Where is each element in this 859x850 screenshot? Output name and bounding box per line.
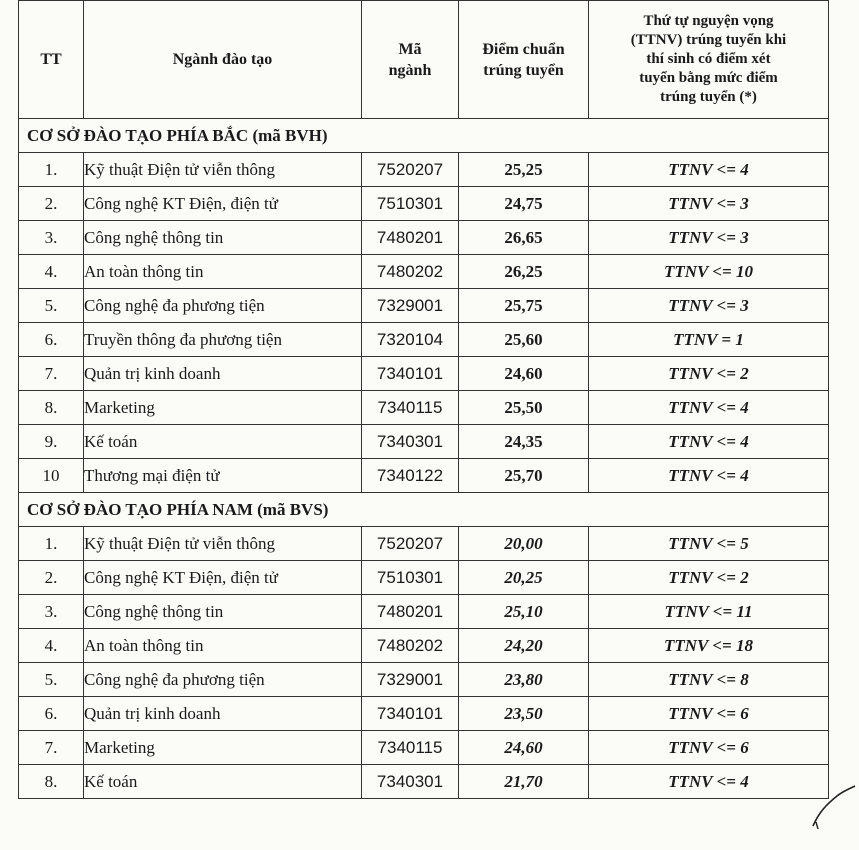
row-code: 7340101 [362,357,459,391]
row-code: 7480201 [362,595,459,629]
row-score: 21,70 [459,765,589,799]
row-code: 7520207 [362,153,459,187]
row-score: 24,35 [459,425,589,459]
row-tt: 6. [19,697,84,731]
row-ttnv: TTNV <= 3 [589,187,829,221]
row-ttnv: TTNV <= 11 [589,595,829,629]
table-row [19,153,829,187]
row-major: Kỹ thuật Điện tử viễn thông [84,527,362,561]
section-south-title: CƠ SỞ ĐÀO TẠO PHÍA NAM (mã BVS) [19,493,829,527]
row-major: Công nghệ KT Điện, điện tử [84,187,362,221]
row-major: Công nghệ thông tin [84,595,362,629]
row-tt: 3. [19,595,84,629]
table-row [19,663,829,697]
row-ttnv: TTNV <= 6 [589,697,829,731]
table-row [19,459,829,493]
row-tt: 8. [19,391,84,425]
row-tt: 5. [19,663,84,697]
row-major: Công nghệ KT Điện, điện tử [84,561,362,595]
header-score: Điểm chuẩn trúng tuyển [459,1,589,119]
row-ttnv: TTNV <= 2 [589,561,829,595]
row-code: 7340115 [362,391,459,425]
row-tt: 6. [19,323,84,357]
row-score: 25,75 [459,289,589,323]
section-north-title: CƠ SỞ ĐÀO TẠO PHÍA BẮC (mã BVH) [19,119,829,153]
row-score: 20,25 [459,561,589,595]
row-tt: 10 [19,459,84,493]
row-code: 7480202 [362,629,459,663]
row-major: Marketing [84,391,362,425]
table-row [19,187,829,221]
row-score: 25,70 [459,459,589,493]
row-code: 7520207 [362,527,459,561]
row-major: Marketing [84,731,362,765]
row-major: Thương mại điện tử [84,459,362,493]
row-major: Kỹ thuật Điện tử viễn thông [84,153,362,187]
row-major: An toàn thông tin [84,629,362,663]
row-score: 23,80 [459,663,589,697]
row-ttnv: TTNV <= 4 [589,153,829,187]
table-row [19,391,829,425]
row-tt: 7. [19,357,84,391]
row-ttnv: TTNV <= 10 [589,255,829,289]
table-row [19,595,829,629]
table-row [19,629,829,663]
row-major: Công nghệ thông tin [84,221,362,255]
row-score: 25,10 [459,595,589,629]
section-south [19,493,829,527]
row-tt: 1. [19,153,84,187]
row-major: Công nghệ đa phương tiện [84,663,362,697]
row-ttnv: TTNV <= 3 [589,221,829,255]
row-tt: 3. [19,221,84,255]
row-ttnv: TTNV <= 4 [589,765,829,799]
row-code: 7329001 [362,663,459,697]
row-code: 7340301 [362,765,459,799]
row-ttnv: TTNV <= 6 [589,731,829,765]
row-code: 7340115 [362,731,459,765]
row-score: 25,25 [459,153,589,187]
header-major: Ngành đào tạo [84,1,362,119]
row-code: 7480201 [362,221,459,255]
row-score: 24,75 [459,187,589,221]
table-row [19,221,829,255]
row-code: 7480202 [362,255,459,289]
table-row [19,357,829,391]
row-score: 25,60 [459,323,589,357]
row-ttnv: TTNV <= 2 [589,357,829,391]
row-tt: 4. [19,255,84,289]
row-code: 7320104 [362,323,459,357]
row-tt: 2. [19,561,84,595]
table-row [19,527,829,561]
row-major: Truyền thông đa phương tiện [84,323,362,357]
row-ttnv: TTNV <= 4 [589,391,829,425]
row-score: 20,00 [459,527,589,561]
header-tt: TT [19,1,84,119]
row-major: Kế toán [84,425,362,459]
row-code: 7340101 [362,697,459,731]
row-tt: 7. [19,731,84,765]
section-north [19,119,829,153]
row-major: An toàn thông tin [84,255,362,289]
row-code: 7340301 [362,425,459,459]
row-tt: 4. [19,629,84,663]
table-row [19,561,829,595]
table-row [19,731,829,765]
row-tt: 2. [19,187,84,221]
signature-mark [807,782,857,832]
row-tt: 8. [19,765,84,799]
table-row [19,765,829,799]
table-row [19,255,829,289]
row-tt: 1. [19,527,84,561]
row-tt: 5. [19,289,84,323]
header-code: Mã ngành [362,1,459,119]
row-tt: 9. [19,425,84,459]
row-code: 7510301 [362,187,459,221]
row-ttnv: TTNV = 1 [589,323,829,357]
row-score: 24,60 [459,731,589,765]
row-score: 24,20 [459,629,589,663]
row-score: 25,50 [459,391,589,425]
row-ttnv: TTNV <= 18 [589,629,829,663]
row-major: Quản trị kinh doanh [84,697,362,731]
row-score: 23,50 [459,697,589,731]
table-row [19,323,829,357]
table-row [19,697,829,731]
row-ttnv: TTNV <= 4 [589,459,829,493]
table-row [19,289,829,323]
row-code: 7510301 [362,561,459,595]
admission-scores-table [18,0,829,799]
row-major: Quản trị kinh doanh [84,357,362,391]
header-ttnv: Thứ tự nguyện vọng (TTNV) trúng tuyển khi thí sinh có điểm xét tuyển bằng mức điểm trúng tuyển (*) [589,1,829,119]
row-ttnv: TTNV <= 8 [589,663,829,697]
row-score: 26,25 [459,255,589,289]
row-major: Công nghệ đa phương tiện [84,289,362,323]
row-ttnv: TTNV <= 5 [589,527,829,561]
row-score: 26,65 [459,221,589,255]
row-major: Kế toán [84,765,362,799]
table-header-row [19,1,829,119]
row-ttnv: TTNV <= 3 [589,289,829,323]
table-row [19,425,829,459]
row-score: 24,60 [459,357,589,391]
row-code: 7329001 [362,289,459,323]
row-ttnv: TTNV <= 4 [589,425,829,459]
row-code: 7340122 [362,459,459,493]
table-body [19,119,829,799]
